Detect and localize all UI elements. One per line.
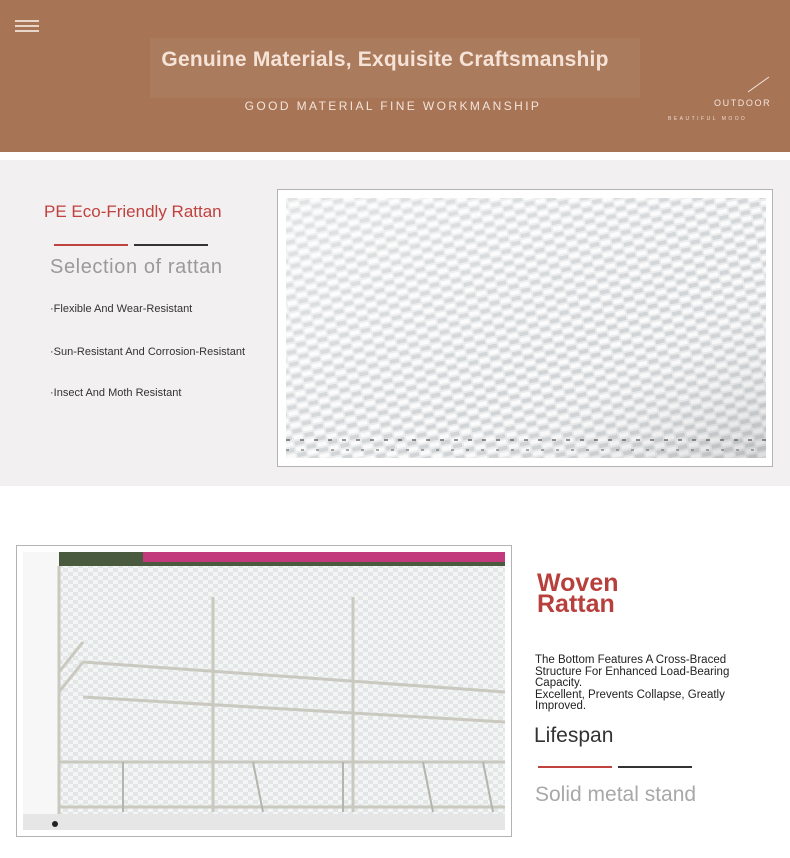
outdoor-sublabel: BEAUTIFUL MOOD [668,116,748,122]
hamburger-menu-icon[interactable] [15,20,39,34]
pe-rattan-title: PE Eco-Friendly Rattan [44,202,222,221]
diagonal-line-icon [745,75,773,95]
lifespan-label: Lifespan [534,724,614,747]
banner-title: Genuine Materials, Exquisite Craftsmanship [161,48,609,71]
description-line: The Bottom Features A Cross-Braced [535,654,727,666]
pe-rattan-section [0,160,790,486]
woven-description [535,655,775,713]
feature-item: ·Insect And Moth Resistant [50,387,182,399]
woven-rattan-title [537,569,619,618]
rattan-frame-photo-frame [16,545,512,837]
description-line: Improved. [535,700,587,712]
description-line: Excellent, Prevents Collapse, Greatly [535,688,725,701]
accent-divider-dark [134,244,208,246]
metal-stand-illustration [23,552,505,830]
rattan-weave-texture [286,198,766,458]
description-line: Capacity. [535,677,583,689]
accent-divider-red [538,766,612,768]
outdoor-label: OUTDOOR [714,98,772,108]
woven-title-line: Rattan [537,590,615,618]
accent-divider-dark [618,766,692,768]
metal-stand-heading: Solid metal stand [535,783,697,806]
description-line: Structure For Enhanced Load-Bearing [535,665,730,678]
selection-heading: Selection of rattan [50,256,223,278]
woven-title-line: Woven [537,569,619,597]
accent-divider-red [54,244,128,246]
rattan-weave-photo [286,198,766,458]
banner-subtitle: GOOD MATERIAL FINE WORKMANSHIP [244,99,542,113]
rattan-weave-photo-frame [277,189,773,467]
feature-item: ·Flexible And Wear-Resistant [50,303,193,315]
rattan-frame-photo [23,552,505,830]
header-banner [0,0,790,152]
feature-item: ·Sun-Resistant And Corrosion-Resistant [50,346,246,358]
